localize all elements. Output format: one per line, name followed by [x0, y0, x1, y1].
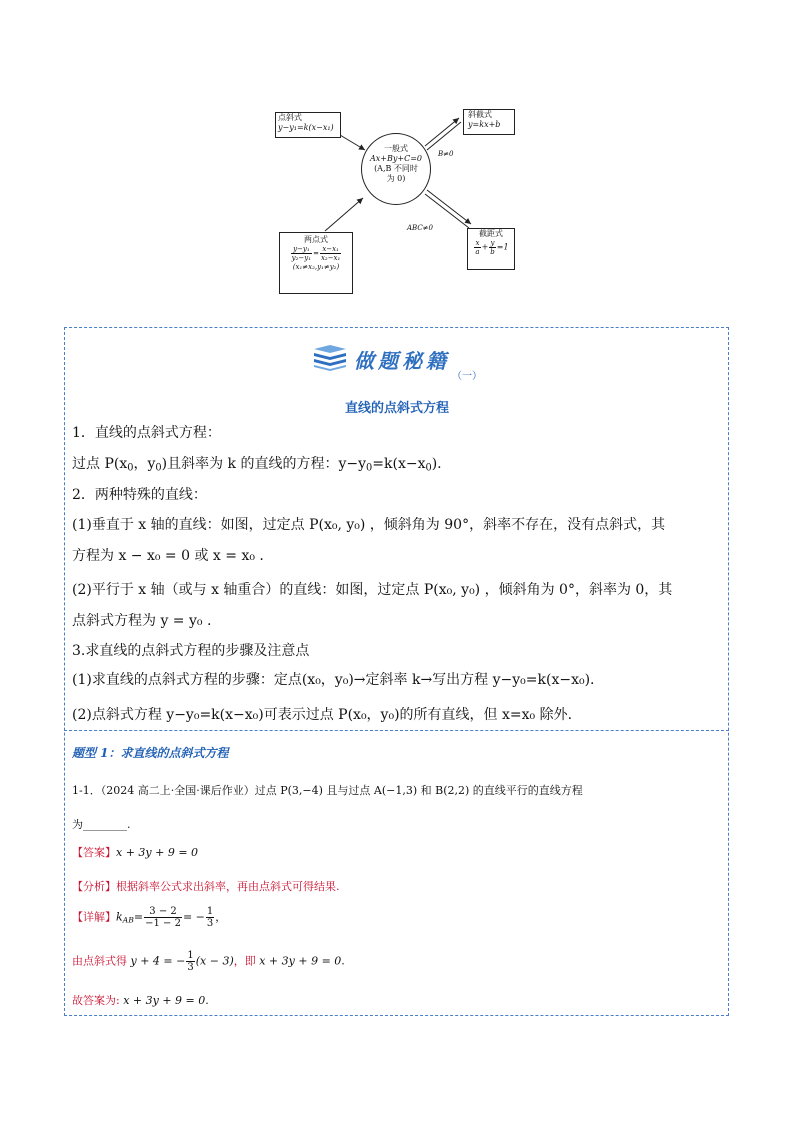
answer-tag: 【答案】 [72, 846, 116, 859]
two-point-den-r: x₂−x₁ [320, 254, 341, 262]
intercept-tail: =1 [496, 242, 509, 252]
label-abc-not-zero: ABC≠0 [407, 224, 434, 232]
general-title: 一般式 [384, 144, 408, 153]
l2-sub-2: 0 [155, 462, 162, 474]
answer-line [72, 843, 198, 863]
intercept-x-den: a [475, 248, 480, 256]
detail-end: ， [215, 910, 227, 924]
detail-num2: 1 [206, 906, 214, 917]
intercept-y-num: y [490, 239, 495, 247]
general-form-circle [361, 133, 431, 205]
topic-heading: 直线的点斜式方程 [344, 401, 449, 416]
point-slope-box [275, 112, 341, 138]
problem-stem-1: 1-1．（2024 高二上·全国·课后作业）过点 P(3,−4) 且与过点 A(−1,3) 和 B(2,2) 的直线平行的直线方程 [72, 784, 583, 797]
l2-part-a: 过点 P(x [72, 456, 128, 472]
dbl-arrow-int-a [425, 194, 469, 228]
step1-e: x + 3y + 9 = 0 [259, 954, 342, 968]
content-line-7: 点斜式方程为 y = y₀ . [72, 613, 212, 629]
line-forms-diagram [265, 100, 525, 300]
label-b-not-zero: B≠0 [438, 150, 454, 158]
content-line-8: 3.求直线的点斜式方程的步骤及注意点 [72, 643, 310, 659]
detail-eq: = [133, 910, 144, 924]
two-point-den-l: y₂−y₁ [291, 254, 312, 262]
step1-f: . [341, 954, 345, 968]
dbl-arrow-int-b [427, 190, 471, 224]
slope-intercept-formula: y=kx+b [468, 120, 501, 129]
intercept-box: 截距式 $\frac{x}{a}$ + $\frac{y}{b}$ =1 [467, 228, 515, 270]
general-formula: Ax+By+C=0 [369, 154, 422, 163]
step1-den: 3 [187, 962, 194, 973]
step1-c: (x − 3) [195, 954, 234, 968]
l2-part-c: ，y [133, 456, 156, 472]
brand-title: 做题秘籍 [354, 349, 450, 373]
section-divider [64, 730, 729, 731]
type-heading: 题型 1：求直线的点斜式方程 [72, 746, 229, 760]
analysis-tag: 【分析】 [72, 880, 116, 893]
detail-tag: 【详解】 [72, 910, 116, 924]
solution-step-1 [72, 950, 345, 973]
content-line-3: 2．两种特殊的直线： [72, 487, 207, 503]
step1-num: 1 [187, 950, 194, 961]
analysis-line [72, 877, 340, 897]
step1-b: y + 4 = − [130, 954, 186, 968]
detail-den2: 3 [206, 918, 214, 929]
brand-sub: （一） [452, 371, 482, 382]
step2-b: x + 3y + 9 = 0 [123, 994, 206, 1007]
step1-d: ，即 [233, 954, 260, 968]
arrow-two-to-general [325, 198, 363, 231]
two-point-box: 两点式 $\frac{\text{y−y₁}}{\text{y₂−y₁}}$ = $\frac{\text{x−x₁}}{\text{x₂−x₁}}$ (x₁≠x₂,y₁≠y₂) [279, 232, 353, 294]
content-line-9: (1)求直线的点斜式方程的步骤：定点(x₀，y₀)→定斜率 k→写出方程 y−y₀=k(x−x₀). [72, 672, 595, 688]
slope-intercept-box [463, 109, 515, 135]
two-point-num-l: y−y₁ [291, 245, 312, 254]
step2-c: . [205, 994, 209, 1007]
two-point-num-r: x−x₁ [320, 245, 341, 254]
detail-ab: AB [122, 915, 134, 925]
slope-intercept-title: 斜截式 [468, 110, 492, 119]
detail-den: −1 − 2 [145, 918, 181, 929]
point-slope-title: 点斜式 [278, 113, 302, 122]
answer-value: x + 3y + 9 = 0 [116, 846, 199, 859]
l2-part-e: )且斜率为 k 的直线的方程：y−y [161, 456, 367, 472]
problem-stem-2: 为________. [72, 818, 131, 831]
detail-num: 3 − 2 [144, 906, 182, 918]
dbl-arrow-slope-a [427, 122, 461, 150]
l2-sub-1: 0 [127, 462, 134, 474]
content-line-1: 1．直线的点斜式方程： [72, 425, 221, 441]
analysis-text: 根据斜率公式求出斜率，再由点斜式可得结果. [116, 880, 340, 893]
detail-k: k [116, 910, 123, 924]
dbl-arrow-slope-b [425, 118, 459, 146]
l2-part-i: ). [431, 456, 442, 472]
intercept-x-num: x [475, 239, 480, 247]
detail-eq2: = − [182, 910, 205, 924]
general-cond1: (A,B 不同时 [374, 164, 418, 173]
two-point-title: 两点式 [304, 235, 328, 244]
l2-part-g: =k(x−x [372, 456, 426, 472]
point-slope-formula: y−y₁=k(x−x₁) [278, 123, 334, 132]
l2-sub-4: 0 [425, 462, 432, 474]
intercept-title: 截距式 [479, 229, 503, 238]
two-point-cond: (x₁≠x₂,y₁≠y₂) [292, 263, 340, 271]
content-line-4: (1)垂直于 x 轴的直线：如图，过定点 P(x₀, y₀) ，倾斜角为 90°，斜率不存在，没有点斜式，其 [72, 517, 666, 533]
general-cond2: 为 0) [386, 174, 406, 183]
solution-step-2 [72, 991, 209, 1011]
books-icon [312, 343, 348, 371]
step2-a: 故答案为: [72, 994, 124, 1007]
content-line-5: 方程为 x − x₀ = 0 或 x = x₀ . [72, 548, 264, 564]
detail-line [72, 906, 226, 930]
content-line-10: (2)点斜式方程 y−y₀=k(x−x₀)可表示过点 P(x₀，y₀)的所有直线，但 x=x₀ 除外. [72, 707, 573, 723]
step1-a: 由点斜式得 [72, 954, 131, 968]
content-line-2 [72, 454, 442, 478]
intercept-y-den: b [490, 248, 495, 256]
l2-sub-3: 0 [366, 462, 373, 474]
content-line-6: (2)平行于 x 轴（或与 x 轴重合）的直线：如图，过定点 P(x₀, y₀) ，倾斜角为 0°，斜率为 0，其 [72, 582, 673, 598]
